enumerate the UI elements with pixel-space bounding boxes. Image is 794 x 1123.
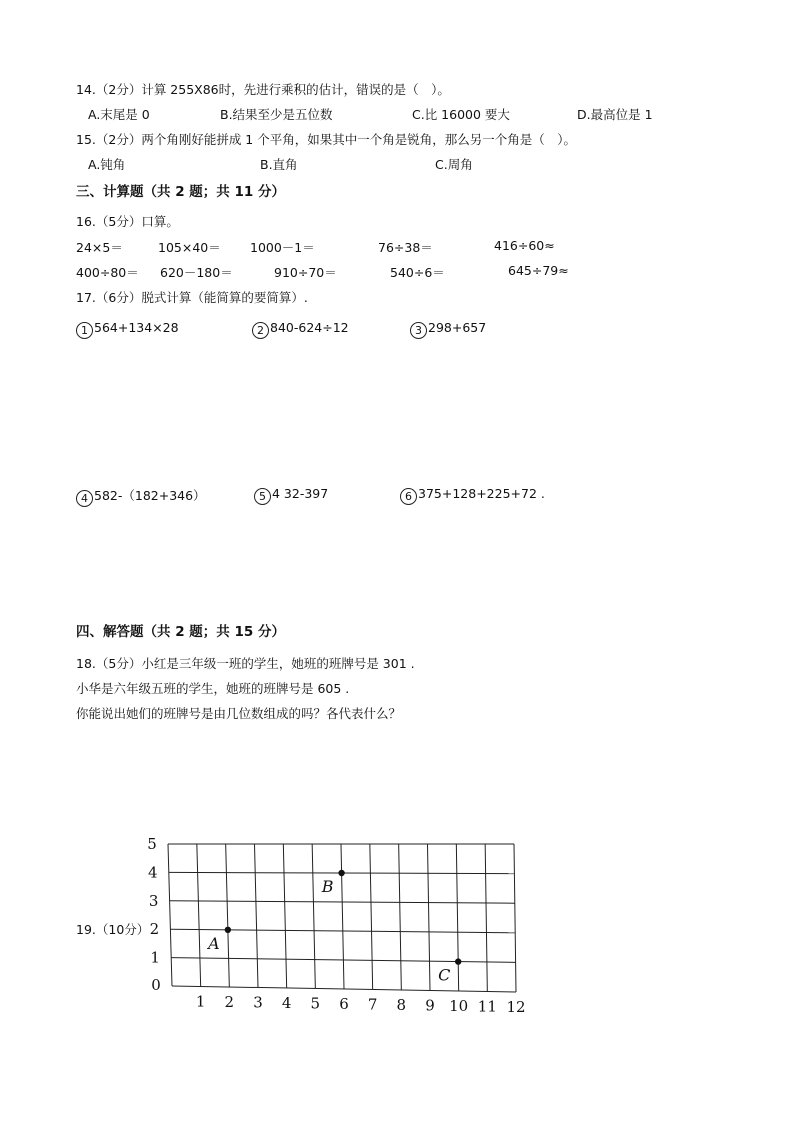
q16-row2-item: 910÷70＝ [274,265,337,280]
q16-stem: 16.（5分）口算。 [76,214,179,229]
y-tick-label: 1 [150,948,160,967]
grid-line-vertical [226,844,230,987]
q15-option-a: A.钝角 [88,157,126,172]
grid-line-vertical [168,844,172,986]
y-tick-label: 2 [149,920,160,939]
q17-item-5 [254,486,328,505]
section-4-title: 四、解答题（共 2 题；共 15 分） [76,624,285,640]
x-tick-label: 6 [339,995,349,1013]
point-b-label: B [321,877,334,896]
circled-number: 4 [76,490,93,507]
point-c-dot [455,958,461,964]
q17-item-6 [400,486,545,505]
point-a-label: A [208,933,220,953]
q17-expression: 4 32-397 [272,486,329,501]
grid-line-vertical [514,844,516,992]
circled-number: 1 [76,322,93,339]
q17-expression: 582-（182+346） [94,488,206,503]
grid-line-vertical [312,844,315,989]
q19-label: 19.（10分） [76,922,150,937]
q17-stem: 17.（6分）脱式计算（能简算的要简算）. [76,290,308,305]
circled-number: 5 [254,488,271,505]
q16-row1-item: 24×5＝ [76,240,123,255]
q16-row2-item: 400÷80＝ [76,265,139,280]
circled-number: 3 [410,322,427,339]
grid-line-vertical [197,844,201,987]
grid-line-vertical [399,844,402,990]
q15-stem: 15.（2分）两个角刚好能拼成 1 个平角，如果其中一个角是锐角，那么另一个角是（ ）。 [76,132,576,147]
grid-line-vertical [456,844,458,991]
x-tick-label: 12 [506,998,526,1016]
y-tick-label: 5 [147,835,157,853]
q14-option-a: A.末尾是 0 [88,107,150,122]
x-tick-label: 9 [425,996,435,1015]
x-tick-label: 8 [396,996,407,1014]
coordinate-grid [140,830,540,1020]
q18-line-1: 18.（5分）小红是三年级一班的学生，她班的班牌号是 301 . [76,656,415,671]
q14-option-c: C.比 16000 要大 [412,107,510,122]
q16-row1-item: 1000－1＝ [250,240,315,255]
x-tick-label: 4 [281,994,292,1012]
q17-item-1 [76,320,179,339]
x-tick-label: 10 [449,997,469,1015]
q16-row2-item: 645÷79≈ [508,263,569,278]
x-tick-label: 2 [224,993,235,1011]
q16-row1-item: 76÷38＝ [378,240,433,255]
x-tick-label: 7 [367,995,378,1014]
q17-expression: 840-624÷12 [270,320,349,335]
section-3-title: 三、计算题（共 2 题；共 11 分） [76,184,285,200]
q15-option-b: B.直角 [260,157,298,172]
x-tick-label: 1 [195,992,206,1011]
q14-option-b: B.结果至少是五位数 [220,107,333,122]
point-c-label: C [438,965,451,985]
q17-item-4 [76,486,206,507]
q15-option-c: C.周角 [435,157,473,172]
q18-line-3: 你能说出她们的班牌号是由几位数组成的吗？各代表什么？ [76,706,402,721]
y-tick-label: 0 [151,976,161,994]
x-tick-label: 11 [477,997,497,1016]
q16-row2-item: 540÷6＝ [390,265,445,280]
q14-stem: 14.（2分）计算 255X86时，先进行乘积的估计，错误的是（ ）。 [76,82,450,97]
q17-expression: 298+657 [428,320,487,335]
q16-row1-item: 105×40＝ [158,240,221,255]
q17-expression: 375+128+225+72 . [418,486,545,501]
grid-line-vertical [370,844,373,990]
q16-row1-item: 416÷60≈ [494,238,555,253]
grid-line-vertical [428,844,431,991]
q16-row2-item: 620－180＝ [160,265,233,280]
q17-expression: 564+134×28 [94,320,179,335]
circled-number: 6 [400,488,417,505]
y-tick-label: 3 [148,891,159,910]
q17-item-2 [252,320,349,339]
grid-line-vertical [283,844,286,988]
grid-line-vertical [255,844,259,988]
q17-item-3 [410,320,486,339]
x-tick-label: 3 [253,993,263,1012]
q18-line-2: 小华是六年级五班的学生，她班的班牌号是 605 . [76,681,350,696]
point-b-dot [338,870,344,876]
point-a-dot [225,927,231,933]
q14-option-d: D.最高位是 1 [577,107,653,122]
x-tick-label: 5 [310,994,321,1013]
grid-line-vertical [341,844,344,989]
circled-number: 2 [252,322,269,339]
y-tick-label: 4 [148,863,158,882]
grid-line-vertical [485,844,487,992]
